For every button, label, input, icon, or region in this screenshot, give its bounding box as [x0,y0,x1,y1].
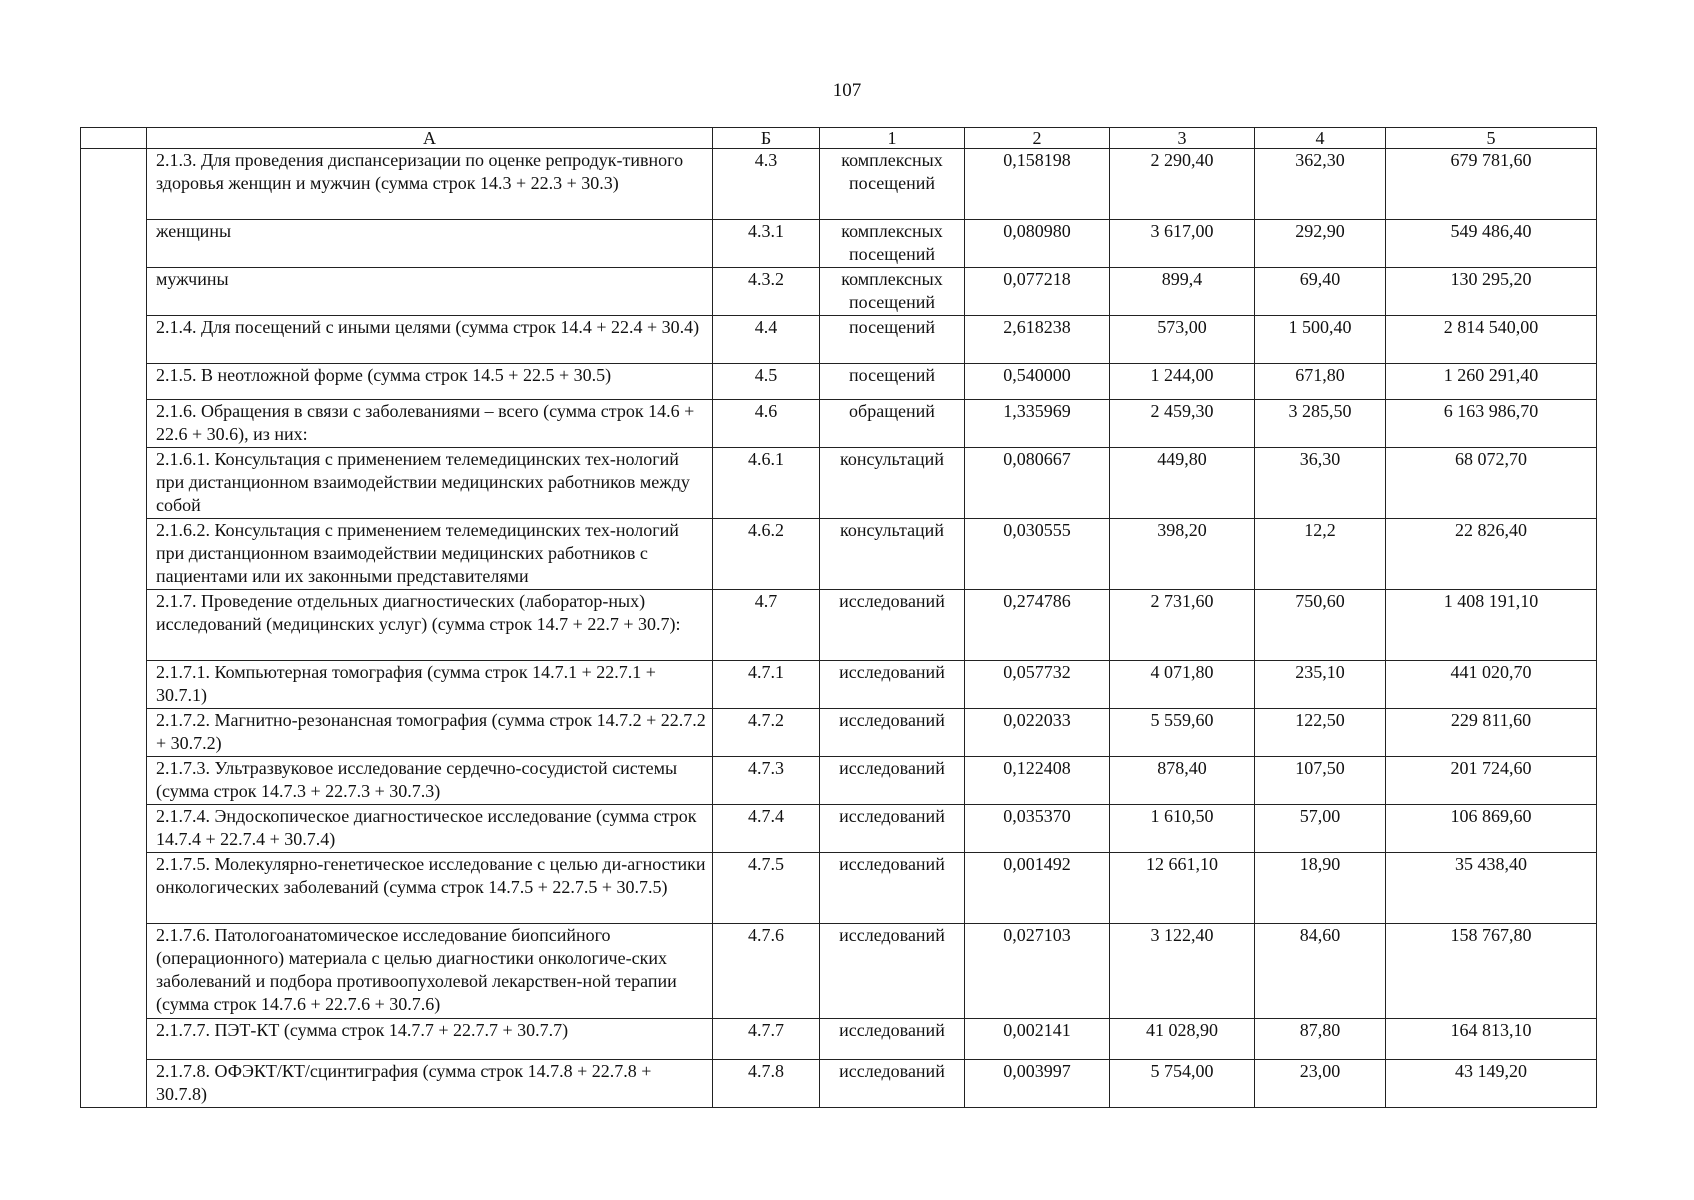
header-cell-4: 4 [1255,128,1386,149]
row-blank-cell [81,661,147,709]
row-code-cell: 4.7.1 [713,661,820,709]
row-code-cell: 4.3.2 [713,268,820,316]
row-value-cell: 1 408 191,10 [1386,590,1597,661]
row-value-cell: 0,080980 [965,220,1110,268]
row-unit-cell: исследований [820,757,965,805]
row-code-cell: 4.7.4 [713,805,820,853]
row-unit-cell: консультаций [820,519,965,590]
row-blank-cell [81,1019,147,1060]
row-value-cell: 0,022033 [965,709,1110,757]
row-name-cell: 2.1.6.2. Консультация с применением телемедицинских тех-нологий при дистанционном взаимодействии медицинских работников с пациентами или их законными представителями [147,519,713,590]
row-code-cell: 4.7.6 [713,924,820,1019]
row-value-cell: 122,50 [1255,709,1386,757]
table-row [81,400,1597,448]
row-value-cell: 292,90 [1255,220,1386,268]
row-value-cell: 0,003997 [965,1060,1110,1108]
row-name-cell: 2.1.7.5. Молекулярно-генетическое исследование с целью ди-агностики онкологических заболеваний (сумма строк 14.7.5 + 22.7.5 + 30.7.5) [147,853,713,924]
row-value-cell: 0,158198 [965,149,1110,220]
row-unit-cell: исследований [820,853,965,924]
row-value-cell: 57,00 [1255,805,1386,853]
row-value-cell: 0,030555 [965,519,1110,590]
table-row [81,364,1597,400]
row-value-cell: 1 244,00 [1110,364,1255,400]
row-value-cell: 899,4 [1110,268,1255,316]
row-value-cell: 18,90 [1255,853,1386,924]
row-unit-cell: комплексных посещений [820,149,965,220]
table-row [81,805,1597,853]
table-row [81,924,1597,1019]
table-row [81,1060,1597,1108]
row-code-cell: 4.3.1 [713,220,820,268]
row-value-cell: 69,40 [1255,268,1386,316]
row-code-cell: 4.6 [713,400,820,448]
row-unit-cell: комплексных посещений [820,268,965,316]
table-header-row [81,128,1597,149]
row-value-cell: 5 754,00 [1110,1060,1255,1108]
row-value-cell: 398,20 [1110,519,1255,590]
row-name-cell: 2.1.7.4. Эндоскопическое диагностическое исследование (сумма строк 14.7.4 + 22.7.4 + 30.7.4) [147,805,713,853]
row-value-cell: 1 500,40 [1255,316,1386,364]
row-name-cell: 2.1.7.1. Компьютерная томография (сумма строк 14.7.1 + 22.7.1 + 30.7.1) [147,661,713,709]
row-value-cell: 573,00 [1110,316,1255,364]
row-value-cell: 12,2 [1255,519,1386,590]
row-blank-cell [81,590,147,661]
table-row [81,1019,1597,1060]
row-name-cell: 2.1.7.2. Магнитно-резонансная томография (сумма строк 14.7.2 + 22.7.2 + 30.7.2) [147,709,713,757]
row-name-cell: 2.1.6.1. Консультация с применением телемедицинских тех-нологий при дистанционном взаимодействии медицинских работников между собой [147,448,713,519]
row-code-cell: 4.5 [713,364,820,400]
row-value-cell: 671,80 [1255,364,1386,400]
row-value-cell: 23,00 [1255,1060,1386,1108]
row-value-cell: 2 290,40 [1110,149,1255,220]
row-value-cell: 1 610,50 [1110,805,1255,853]
table-row [81,220,1597,268]
row-blank-cell [81,709,147,757]
data-table [80,127,1597,1108]
row-unit-cell: исследований [820,1060,965,1108]
row-blank-cell [81,924,147,1019]
row-value-cell: 3 617,00 [1110,220,1255,268]
row-value-cell: 2 814 540,00 [1386,316,1597,364]
row-unit-cell: обращений [820,400,965,448]
row-blank-cell [81,316,147,364]
table-row [81,661,1597,709]
row-value-cell: 5 559,60 [1110,709,1255,757]
row-value-cell: 87,80 [1255,1019,1386,1060]
row-value-cell: 0,002141 [965,1019,1110,1060]
row-value-cell: 1,335969 [965,400,1110,448]
table-row [81,448,1597,519]
row-unit-cell: посещений [820,364,965,400]
row-value-cell: 201 724,60 [1386,757,1597,805]
row-value-cell: 43 149,20 [1386,1060,1597,1108]
row-value-cell: 0,035370 [965,805,1110,853]
row-code-cell: 4.6.2 [713,519,820,590]
row-value-cell: 0,027103 [965,924,1110,1019]
row-name-cell: женщины [147,220,713,268]
header-cell-a: А [147,128,713,149]
row-value-cell: 1 260 291,40 [1386,364,1597,400]
row-value-cell: 107,50 [1255,757,1386,805]
row-value-cell: 22 826,40 [1386,519,1597,590]
row-blank-cell [81,519,147,590]
row-value-cell: 4 071,80 [1110,661,1255,709]
row-blank-cell [81,853,147,924]
row-value-cell: 549 486,40 [1386,220,1597,268]
row-value-cell: 41 028,90 [1110,1019,1255,1060]
row-name-cell: 2.1.4. Для посещений с иными целями (сумма строк 14.4 + 22.4 + 30.4) [147,316,713,364]
row-code-cell: 4.6.1 [713,448,820,519]
row-value-cell: 12 661,10 [1110,853,1255,924]
row-value-cell: 2 731,60 [1110,590,1255,661]
row-blank-cell [81,448,147,519]
row-unit-cell: посещений [820,316,965,364]
header-cell-blank [81,128,147,149]
row-unit-cell: комплексных посещений [820,220,965,268]
header-cell-3: 3 [1110,128,1255,149]
row-name-cell: 2.1.7.7. ПЭТ-КТ (сумма строк 14.7.7 + 22.7.7 + 30.7.7) [147,1019,713,1060]
table-row [81,149,1597,220]
row-value-cell: 750,60 [1255,590,1386,661]
row-value-cell: 130 295,20 [1386,268,1597,316]
page-number: 107 [832,80,862,101]
row-value-cell: 6 163 986,70 [1386,400,1597,448]
row-unit-cell: исследований [820,805,965,853]
row-code-cell: 4.7 [713,590,820,661]
row-value-cell: 0,057732 [965,661,1110,709]
row-code-cell: 4.7.7 [713,1019,820,1060]
row-value-cell: 84,60 [1255,924,1386,1019]
row-value-cell: 441 020,70 [1386,661,1597,709]
row-value-cell: 0,080667 [965,448,1110,519]
row-name-cell: 2.1.7. Проведение отдельных диагностических (лаборатор-ных) исследований (медицинских услуг) (сумма строк 14.7 + 22.7 + 30.7): [147,590,713,661]
header-cell-2: 2 [965,128,1110,149]
row-value-cell: 0,001492 [965,853,1110,924]
row-value-cell: 679 781,60 [1386,149,1597,220]
row-value-cell: 68 072,70 [1386,448,1597,519]
row-value-cell: 164 813,10 [1386,1019,1597,1060]
table-row [81,519,1597,590]
row-code-cell: 4.7.2 [713,709,820,757]
row-value-cell: 0,274786 [965,590,1110,661]
row-value-cell: 3 122,40 [1110,924,1255,1019]
row-blank-cell [81,220,147,268]
row-blank-cell [81,757,147,805]
row-value-cell: 878,40 [1110,757,1255,805]
table-row [81,316,1597,364]
row-blank-cell [81,268,147,316]
row-blank-cell [81,364,147,400]
row-name-cell: 2.1.3. Для проведения диспансеризации по оценке репродук-тивного здоровья женщин и мужчин (сумма строк 14.3 + 22.3 + 30.3) [147,149,713,220]
row-name-cell: 2.1.7.8. ОФЭКТ/КТ/сцинтиграфия (сумма строк 14.7.8 + 22.7.8 + 30.7.8) [147,1060,713,1108]
row-name-cell: 2.1.6. Обращения в связи с заболеваниями – всего (сумма строк 14.6 + 22.6 + 30.6), из них: [147,400,713,448]
row-value-cell: 0,077218 [965,268,1110,316]
row-value-cell: 229 811,60 [1386,709,1597,757]
table-row [81,853,1597,924]
row-name-cell: мужчины [147,268,713,316]
row-name-cell: 2.1.5. В неотложной форме (сумма строк 14.5 + 22.5 + 30.5) [147,364,713,400]
row-unit-cell: исследований [820,709,965,757]
row-value-cell: 106 869,60 [1386,805,1597,853]
row-unit-cell: консультаций [820,448,965,519]
row-unit-cell: исследований [820,661,965,709]
row-code-cell: 4.7.5 [713,853,820,924]
table-body [81,128,1597,1108]
row-unit-cell: исследований [820,590,965,661]
row-unit-cell: исследований [820,924,965,1019]
row-code-cell: 4.4 [713,316,820,364]
row-value-cell: 235,10 [1255,661,1386,709]
row-value-cell: 362,30 [1255,149,1386,220]
row-value-cell: 2,618238 [965,316,1110,364]
header-cell-1: 1 [820,128,965,149]
table-row [81,757,1597,805]
row-code-cell: 4.3 [713,149,820,220]
row-blank-cell [81,805,147,853]
row-value-cell: 36,30 [1255,448,1386,519]
row-value-cell: 35 438,40 [1386,853,1597,924]
row-blank-cell [81,1060,147,1108]
header-cell-b: Б [713,128,820,149]
row-unit-cell: исследований [820,1019,965,1060]
row-value-cell: 158 767,80 [1386,924,1597,1019]
row-value-cell: 0,122408 [965,757,1110,805]
row-blank-cell [81,400,147,448]
row-code-cell: 4.7.8 [713,1060,820,1108]
row-value-cell: 2 459,30 [1110,400,1255,448]
row-code-cell: 4.7.3 [713,757,820,805]
header-cell-5: 5 [1386,128,1597,149]
row-name-cell: 2.1.7.6. Патологоанатомическое исследование биопсийного (операционного) материала с целью диагностики онкологиче-ских заболеваний и подбора противоопухолевой лекарствен-ной терапии (сумма строк 14.7.6 + 22.7.6 + 30.7.6) [147,924,713,1019]
row-value-cell: 449,80 [1110,448,1255,519]
row-value-cell: 3 285,50 [1255,400,1386,448]
row-value-cell: 0,540000 [965,364,1110,400]
row-name-cell: 2.1.7.3. Ультразвуковое исследование сердечно-сосудистой системы (сумма строк 14.7.3 + 22.7.3 + 30.7.3) [147,757,713,805]
table-row [81,590,1597,661]
table-row [81,709,1597,757]
row-blank-cell [81,149,147,220]
table-row [81,268,1597,316]
